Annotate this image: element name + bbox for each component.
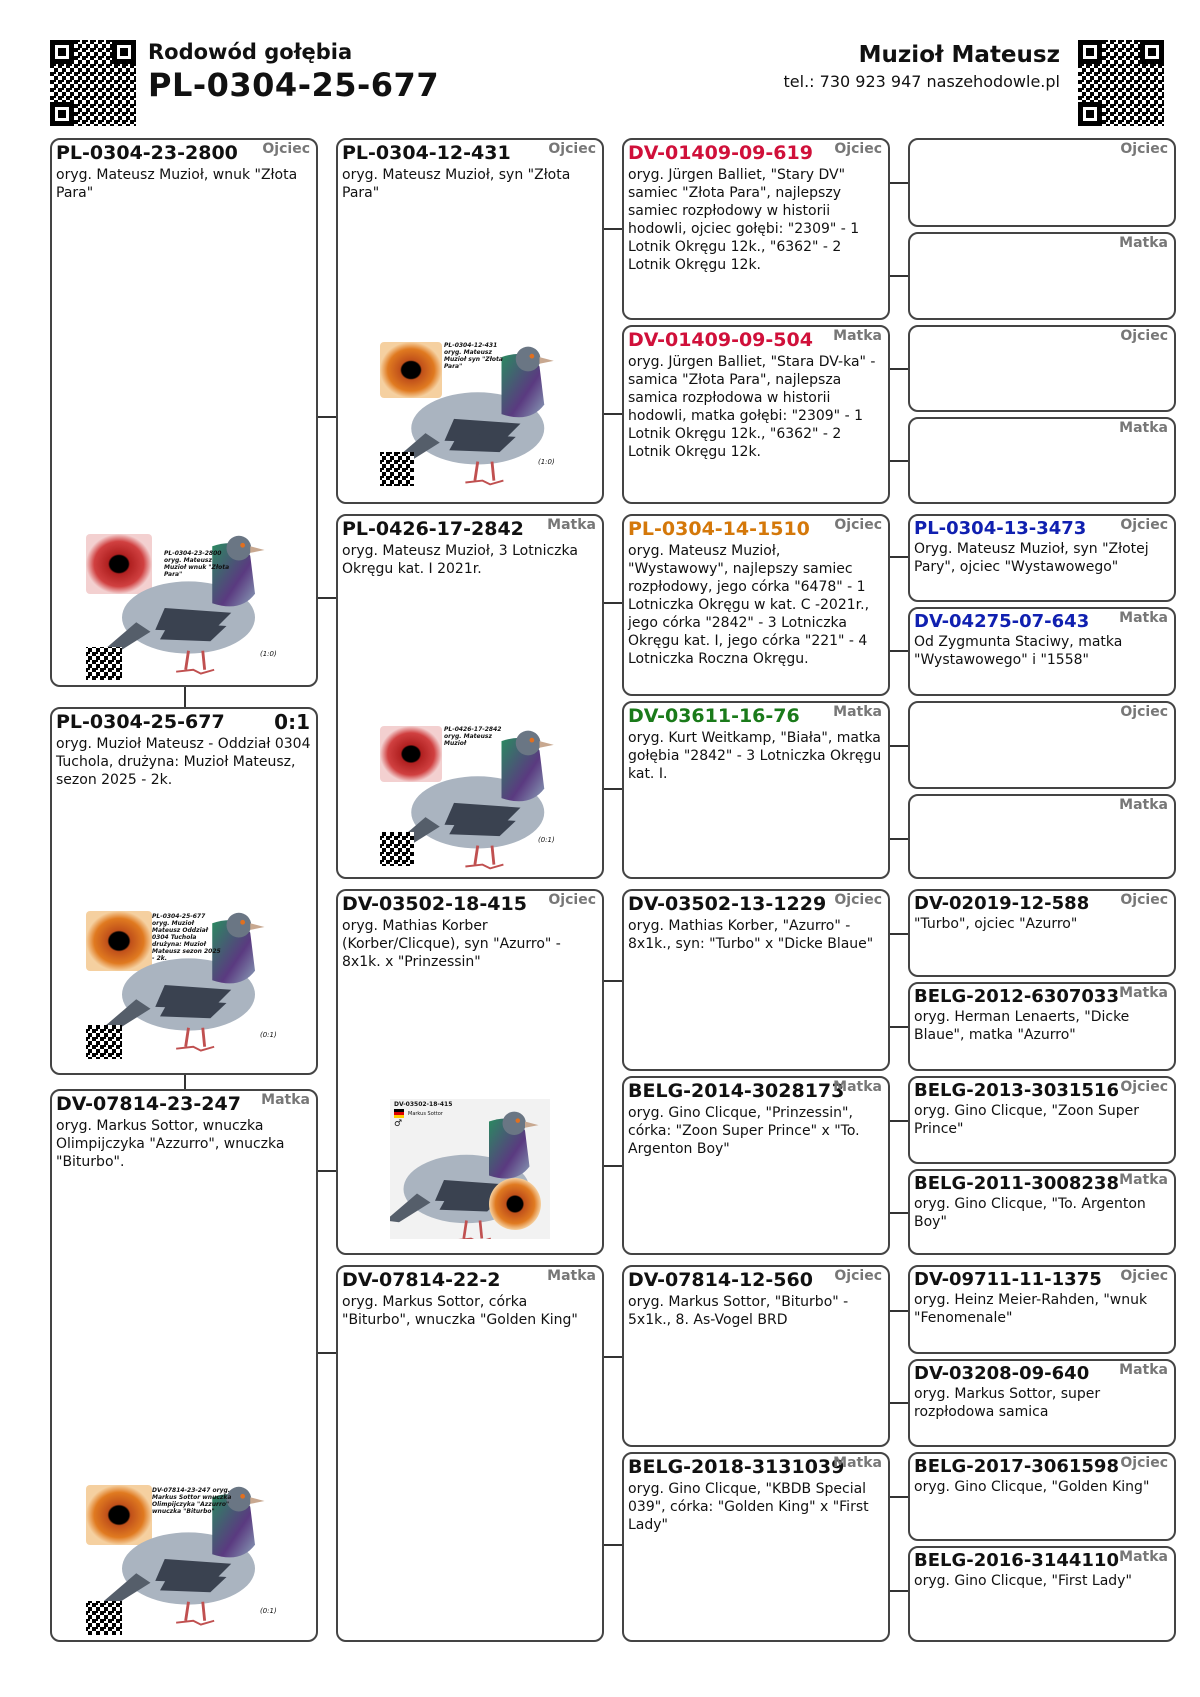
sex-label: Ojciec xyxy=(834,1268,882,1284)
ring-number: BELG-2017-3061598 xyxy=(914,1456,1119,1477)
ring-number: DV-09711-11-1375 xyxy=(914,1269,1102,1290)
gen4-card-1 xyxy=(908,138,1176,227)
pigeon-photo xyxy=(378,724,568,874)
connector-line xyxy=(890,1026,908,1028)
gen4-card-6 xyxy=(908,607,1176,696)
gen4-card-3 xyxy=(908,325,1176,412)
sex-label: Matka xyxy=(1119,985,1168,1001)
pigeon-description: Od Zygmunta Staciwy, matka "Wystawowego" i "1558" xyxy=(914,634,1123,668)
sex-label: Ojciec xyxy=(834,141,882,157)
connector-line xyxy=(890,1310,908,1312)
pigeon-description: oryg. Gino Clicque, "Zoon Super Prince" xyxy=(914,1103,1140,1137)
ring-number: PL-0304-25-677 xyxy=(56,711,225,733)
connector-line xyxy=(318,1352,336,1354)
sex-label: Ojciec xyxy=(1120,517,1168,533)
sex-label: Matka xyxy=(547,1268,596,1284)
sex-label: Matka xyxy=(833,328,882,344)
sex-label: Ojciec xyxy=(1120,141,1168,157)
ring-number: BELG-2013-3031516 xyxy=(914,1080,1119,1101)
sex-label: Matka xyxy=(547,517,596,533)
connector-line xyxy=(604,1544,622,1546)
connector-line xyxy=(890,182,908,184)
connector-line xyxy=(890,838,908,840)
sex-label: Matka xyxy=(1119,420,1168,436)
pigeon-description: oryg. Gino Clicque, "First Lady" xyxy=(914,1573,1132,1589)
sex-label: Matka xyxy=(833,1455,882,1471)
sex-label: Matka xyxy=(1119,235,1168,251)
sex-label: Matka xyxy=(1119,610,1168,626)
photo-tag: (1:0) xyxy=(538,458,555,466)
gen4-card-16 xyxy=(908,1546,1176,1642)
document-subtitle: Rodowód gołębia xyxy=(148,40,353,64)
gen3-card-6 xyxy=(622,1076,890,1255)
photo-tag: (0:1) xyxy=(260,1607,277,1615)
ring-number: DV-01409-09-504 xyxy=(628,329,813,351)
pigeon-photo xyxy=(84,909,284,1059)
photo-caption: DV-03502-18-415 xyxy=(394,1101,453,1108)
gen4-card-2 xyxy=(908,232,1176,320)
mother-card xyxy=(50,1089,318,1642)
gen3-card-4 xyxy=(622,701,890,879)
gen3-card-1 xyxy=(622,138,890,320)
connector-line xyxy=(890,1212,908,1214)
sex-label: Matka xyxy=(833,1079,882,1095)
photo-caption: PL-0304-23-2800 oryg. Mateusz Muzioł wnuk "Złota Para" xyxy=(164,550,230,578)
pigeon-description: oryg. Kurt Weitkamp, "Biała", matka gołębia "2842" - 3 Lotniczka Okręgu kat. I. xyxy=(628,730,882,782)
ring-number: PL-0304-12-431 xyxy=(342,142,511,164)
photo-caption: DV-07814-23-247 oryg. Markus Sottor wnuczka Olimpijczyka "Azzurro" wnuczka "Biturbo" xyxy=(152,1487,232,1515)
connector-line xyxy=(890,1496,908,1498)
gen4-card-7 xyxy=(908,701,1176,789)
ring-number: BELG-2016-3144110 xyxy=(914,1550,1119,1571)
connector-line xyxy=(890,1590,908,1592)
connector-line xyxy=(890,460,908,462)
ring-number: DV-04275-07-643 xyxy=(914,611,1090,632)
connector-line xyxy=(604,1165,622,1167)
subject-card xyxy=(50,707,318,1075)
gen3-card-7 xyxy=(622,1265,890,1447)
owner-contact: tel.: 730 923 947 naszehodowle.pl xyxy=(783,72,1060,91)
ring-number: DV-03502-13-1229 xyxy=(628,893,827,915)
connector-line xyxy=(318,416,336,418)
sex-label: Ojciec xyxy=(1120,328,1168,344)
gen4-card-8 xyxy=(908,794,1176,879)
sex-label: Ojciec xyxy=(1120,892,1168,908)
pigeon-description: oryg. Mathias Korber, "Azurro" - 8x1k., syn: "Turbo" x "Dicke Blaue" xyxy=(628,918,874,952)
connector-line xyxy=(604,980,622,982)
pigeon-description: oryg. Gino Clicque, "Golden King" xyxy=(914,1479,1150,1495)
sex-label: Ojciec xyxy=(548,141,596,157)
connector-line xyxy=(890,1120,908,1122)
male-symbol: ♂ xyxy=(394,1119,403,1129)
pigeon-description: oryg. Markus Sottor, wnuczka Olimpijczyka "Azzurro", wnuczka "Biturbo". xyxy=(56,1118,285,1170)
sex-label: Matka xyxy=(1119,1172,1168,1188)
gen3-card-8 xyxy=(622,1452,890,1642)
ring-number: PL-0426-17-2842 xyxy=(342,518,524,540)
pigeon-description: "Turbo", ojciec "Azurro" xyxy=(914,916,1078,932)
gen4-card-13 xyxy=(908,1265,1176,1354)
qr-code-right xyxy=(1078,40,1164,126)
connector-line xyxy=(184,687,186,707)
ring-number: DV-07814-22-2 xyxy=(342,1269,501,1291)
pigeon-description: oryg. Mathias Korber (Korber/Clicque), syn "Azurro" - 8x1k. x "Prinzessin" xyxy=(342,918,561,970)
pigeon-description: oryg. Heinz Meier-Rahden, "wnuk "Fenomenale" xyxy=(914,1292,1148,1326)
pigeon-photo xyxy=(84,532,284,680)
ring-number: PL-0304-23-2800 xyxy=(56,142,238,164)
connector-line xyxy=(604,602,622,604)
qr-code-left xyxy=(50,40,136,126)
pigeon-description: oryg. Gino Clicque, "To. Argenton Boy" xyxy=(914,1196,1146,1230)
pigeon-description: oryg. Jürgen Balliet, "Stara DV-ka" - samica "Złota Para", najlepsza samica rozpłodowa w historii hodowli, matka gołębi: "2309" - 1 Lotnik Okręgu 12k., "6362" - 2 Lotnik Okręgu 12k. xyxy=(628,354,876,460)
connector-line xyxy=(604,788,622,790)
gen4-card-14 xyxy=(908,1359,1176,1447)
connector-line xyxy=(890,275,908,277)
photo-caption: PL-0304-25-677 oryg. Muzioł Mateusz Oddział 0304 Tuchola drużyna: Muzioł Mateusz sezon 2025 - 2k. xyxy=(152,913,221,962)
connector-line xyxy=(890,556,908,558)
pigeon-description: oryg. Mateusz Muzioł, wnuk "Złota Para" xyxy=(56,167,298,201)
pigeon-description: Oryg. Mateusz Muzioł, syn "Złotej Pary", ojciec "Wystawowego" xyxy=(914,541,1149,575)
connector-line xyxy=(604,1356,622,1358)
pigeon-description: oryg. Mateusz Muzioł, 3 Lotniczka Okręgu kat. I 2021r. xyxy=(342,543,578,577)
sex-label: Ojciec xyxy=(1120,1455,1168,1471)
ring-number: DV-07814-12-560 xyxy=(628,1269,813,1291)
gen3-card-5 xyxy=(622,889,890,1071)
gen2-card-1 xyxy=(336,138,604,504)
sex-label: Matka xyxy=(261,1092,310,1108)
document-title-ring: PL-0304-25-677 xyxy=(148,66,440,104)
ring-number: BELG-2012-6307033 xyxy=(914,986,1119,1007)
pigeon-photo xyxy=(84,1483,284,1635)
ring-number: DV-03208-09-640 xyxy=(914,1363,1090,1384)
sex-label: Matka xyxy=(1119,1549,1168,1565)
photo-tag: (0:1) xyxy=(260,1031,277,1039)
ring-number: PL-0304-13-3473 xyxy=(914,518,1087,539)
gen2-card-3 xyxy=(336,889,604,1255)
ring-number: DV-07814-23-247 xyxy=(56,1093,241,1115)
gen4-card-12 xyxy=(908,1169,1176,1255)
sex-label: Ojciec xyxy=(834,892,882,908)
pigeon-description: oryg. Muzioł Mateusz - Oddział 0304 Tuchola, drużyna: Muzioł Mateusz, sezon 2025 - 2k. xyxy=(56,736,311,788)
connector-line xyxy=(604,228,622,230)
ring-number: BELG-2018-3131039 xyxy=(628,1456,845,1478)
ring-number: DV-03502-18-415 xyxy=(342,893,527,915)
gen3-card-3 xyxy=(622,514,890,696)
pigeon-description: oryg. Markus Sottor, super rozpłodowa samica xyxy=(914,1386,1101,1420)
sex-label: 0:1 xyxy=(274,710,310,734)
connector-line xyxy=(890,1402,908,1404)
gen4-card-15 xyxy=(908,1452,1176,1541)
father-card xyxy=(50,138,318,687)
sex-label: Ojciec xyxy=(548,892,596,908)
gen3-card-2 xyxy=(622,325,890,504)
sex-label: Ojciec xyxy=(834,517,882,533)
pigeon-description: oryg. Mateusz Muzioł, syn "Złota Para" xyxy=(342,167,571,201)
connector-line xyxy=(318,1170,336,1172)
gen2-card-2 xyxy=(336,514,604,879)
pigeon-description: oryg. Herman Lenaerts, "Dicke Blaue", matka "Azurro" xyxy=(914,1009,1130,1043)
photo-subcaption: Markus Sottor xyxy=(408,1111,443,1117)
gen2-card-4 xyxy=(336,1265,604,1642)
sex-label: Matka xyxy=(1119,1362,1168,1378)
gen4-card-4 xyxy=(908,417,1176,504)
sex-label: Ojciec xyxy=(1120,1079,1168,1095)
connector-line xyxy=(184,1075,186,1089)
ring-number: PL-0304-14-1510 xyxy=(628,518,810,540)
ring-number: DV-02019-12-588 xyxy=(914,893,1090,914)
connector-line xyxy=(890,368,908,370)
sex-label: Matka xyxy=(833,704,882,720)
gen4-card-9 xyxy=(908,889,1176,977)
ring-number: BELG-2014-3028173 xyxy=(628,1080,845,1102)
pigeon-description: oryg. Markus Sottor, "Biturbo" - 5x1k., 8. As-Vogel BRD xyxy=(628,1294,849,1328)
pigeon-photo xyxy=(378,340,568,490)
gen4-card-11 xyxy=(908,1076,1176,1164)
sex-label: Matka xyxy=(1119,797,1168,813)
pigeon-description: oryg. Gino Clicque, "Prinzessin", córka: "Zoon Super Prince" x "To. Argenton Boy" xyxy=(628,1105,860,1157)
connector-line xyxy=(890,745,908,747)
sex-label: Ojciec xyxy=(262,141,310,157)
connector-line xyxy=(890,650,908,652)
sex-label: Ojciec xyxy=(1120,1268,1168,1284)
connector-line xyxy=(890,933,908,935)
ring-number: DV-01409-09-619 xyxy=(628,142,813,164)
photo-tag: (1:0) xyxy=(260,650,277,658)
photo-tag: (0:1) xyxy=(538,836,555,844)
pigeon-description: oryg. Mateusz Muzioł, "Wystawowy", najlepszy samiec rozpłodowy, jego córka "6478" - 1 Lotniczka Okręgu w kat. C -2021r., jego córka "2842" - 3 Lotniczka Okręgu kat. I, jego córka "221" - 4 Lotniczka Roczna Okręgu. xyxy=(628,543,870,667)
owner-name: Muzioł Mateusz xyxy=(858,42,1060,68)
connector-line xyxy=(318,597,336,599)
photo-caption: PL-0426-17-2842 oryg. Mateusz Muzioł xyxy=(444,726,502,747)
pigeon-photo xyxy=(390,1099,550,1239)
sex-label: Ojciec xyxy=(1120,704,1168,720)
pigeon-description: oryg. Markus Sottor, córka "Biturbo", wnuczka "Golden King" xyxy=(342,1294,578,1328)
pigeon-description: oryg. Gino Clicque, "KBDB Special 039", córka: "Golden King" x "First Lady" xyxy=(628,1481,869,1533)
ring-number: BELG-2011-3008238 xyxy=(914,1173,1119,1194)
gen4-card-10 xyxy=(908,982,1176,1071)
connector-line xyxy=(604,413,622,415)
ring-number: DV-03611-16-76 xyxy=(628,705,800,727)
gen4-card-5 xyxy=(908,514,1176,602)
pigeon-description: oryg. Jürgen Balliet, "Stary DV" samiec "Złota Para", najlepszy samiec rozpłodowy w historii hodowli, ojciec gołębi: "2309" - 1 Lotnik Okręgu 12k., "6362" - 2 Lotnik Okręgu 12k. xyxy=(628,167,860,273)
photo-caption: PL-0304-12-431 oryg. Mateusz Muzioł syn "Złota Para" xyxy=(444,342,503,370)
